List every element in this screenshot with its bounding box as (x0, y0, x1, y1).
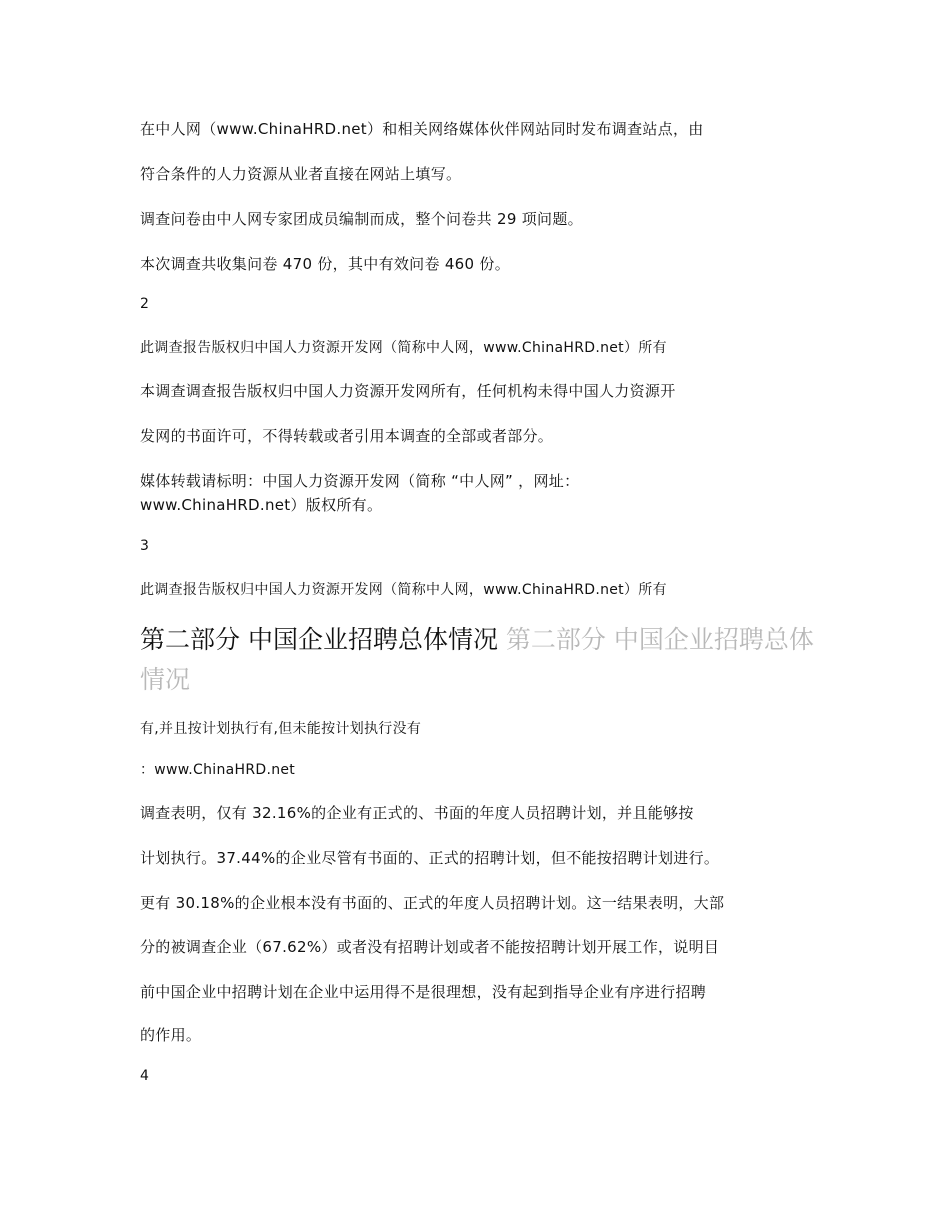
paragraph-line: 分的被调查企业（67.62%）或者没有招聘计划或者不能按招聘计划开展工作，说明目 (140, 938, 720, 956)
paragraph-line: 调查问卷由中人网专家团成员编制而成，整个问卷共 29 项问题。 (140, 210, 583, 228)
paragraph-line: 在中人网（www.ChinaHRD.net）和相关网络媒体伙伴网站同时发布调查站点，由 (140, 120, 704, 138)
paragraph-line: www.ChinaHRD.net）版权所有。 (140, 496, 383, 514)
chart-legend-text: 有,并且按计划执行有,但未能按计划执行没有 (140, 721, 422, 737)
paragraph-line: 的作用。 (140, 1026, 202, 1044)
page-number: 4 (140, 1068, 150, 1084)
paragraph-line: 计划执行。37.44%的企业尽管有书面的、正式的招聘计划，但不能按招聘计划进行。 (140, 849, 720, 867)
url-text: ：www.ChinaHRD.net (140, 762, 296, 778)
paragraph-line: 本次调查共收集问卷 470 份，其中有效问卷 460 份。 (140, 255, 511, 273)
paragraph-line: 更有 30.18%的企业根本没有书面的、正式的年度人员招聘计划。这一结果表明，大部 (140, 894, 725, 912)
paragraph-line: 媒体转载请标明：中国人力资源开发网（简称 “中人网” ，网址： (140, 472, 580, 490)
heading-ghost-text: 第二部分 中国企业招聘总体情况 (140, 625, 814, 694)
footer-note: 此调查报告版权归中国人力资源开发网（简称中人网，www.ChinaHRD.net）所有 (140, 340, 667, 356)
paragraph-line: 前中国企业中招聘计划在企业中运用得不是很理想，没有起到指导企业有序进行招聘 (140, 983, 707, 1001)
page-number: 3 (140, 538, 150, 554)
footer-note: 此调查报告版权归中国人力资源开发网（简称中人网，www.ChinaHRD.net）所有 (140, 582, 667, 598)
paragraph-line: 发网的书面许可，不得转载或者引用本调查的全部或者部分。 (140, 427, 554, 445)
section-heading (140, 620, 820, 700)
paragraph-line: 本调查调查报告版权归中国人力资源开发网所有，任何机构未得中国人力资源开 (140, 382, 676, 400)
paragraph-line: 符合条件的人力资源从业者直接在网站上填写。 (140, 165, 462, 183)
paragraph-line: 调查表明，仅有 32.16%的企业有正式的、书面的年度人员招聘计划，并且能够按 (140, 804, 694, 822)
page-number: 2 (140, 296, 150, 312)
heading-text: 第二部分 中国企业招聘总体情况 (140, 625, 498, 654)
